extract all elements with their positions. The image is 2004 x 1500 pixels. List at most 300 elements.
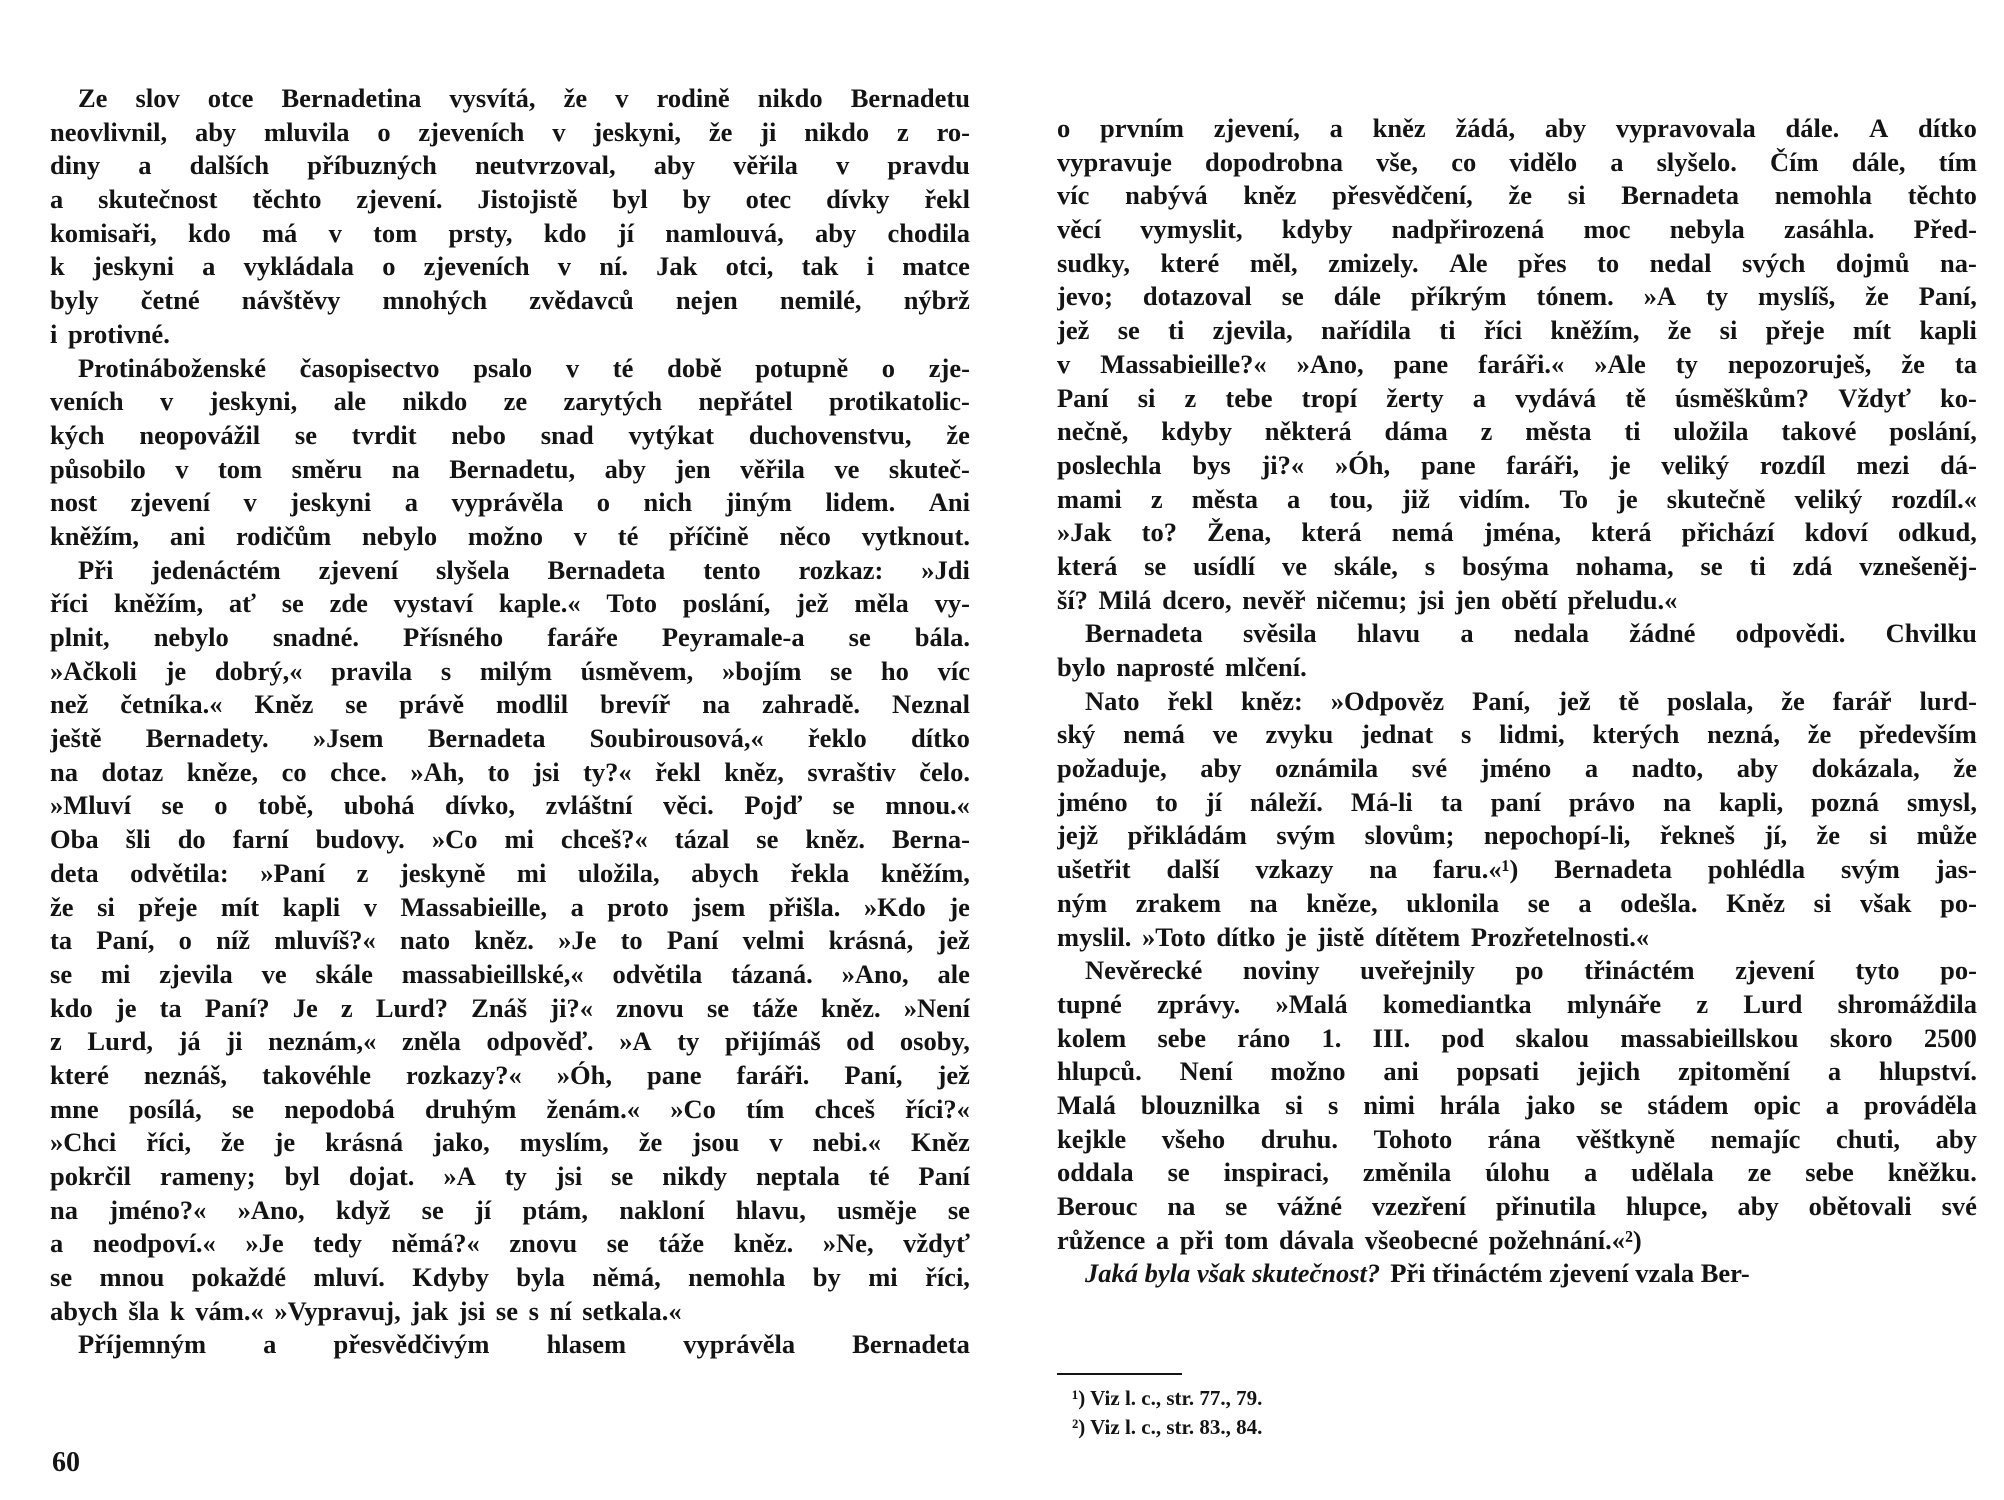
word: dopodrobna bbox=[1204, 146, 1343, 177]
text-line bbox=[1057, 213, 1977, 247]
word: Nato bbox=[1085, 685, 1140, 716]
word: veliký bbox=[1661, 449, 1730, 480]
word: mnou.« bbox=[885, 790, 970, 821]
word: »Ale bbox=[1594, 348, 1646, 379]
word: ve bbox=[261, 958, 287, 989]
word: nabývá bbox=[1125, 180, 1208, 211]
word: matce bbox=[902, 251, 970, 282]
word: je bbox=[165, 655, 187, 686]
word: zjevení bbox=[1735, 955, 1815, 986]
word: aby bbox=[1736, 753, 1778, 784]
word: A bbox=[1869, 113, 1889, 143]
word: se bbox=[50, 1262, 73, 1293]
word: jeskyni, bbox=[209, 386, 298, 417]
word: na bbox=[1369, 854, 1398, 885]
word: a bbox=[1460, 618, 1474, 649]
word: »Óh, bbox=[1334, 449, 1391, 480]
word: snad bbox=[540, 419, 594, 450]
word: Při bbox=[78, 554, 114, 585]
word: osoby, bbox=[899, 1026, 970, 1057]
word: v bbox=[836, 150, 850, 181]
word: věci. bbox=[663, 790, 714, 821]
word: úlohu bbox=[1485, 1157, 1551, 1188]
word: ji?« bbox=[1261, 449, 1305, 480]
word: třináctém bbox=[1584, 955, 1695, 986]
word: nemajíc bbox=[1710, 1123, 1801, 1154]
word: odešla. bbox=[1620, 887, 1698, 918]
word: rozkazy?« bbox=[406, 1059, 522, 1090]
word: Neznal bbox=[891, 689, 970, 720]
word: vykládala bbox=[243, 251, 355, 282]
word: v bbox=[615, 83, 629, 113]
word: říci, bbox=[925, 1262, 970, 1293]
word: žerty bbox=[1386, 382, 1444, 413]
word: z bbox=[50, 1026, 62, 1057]
text-line bbox=[1057, 1055, 1977, 1089]
word: že bbox=[563, 83, 588, 113]
word: ani bbox=[169, 520, 206, 551]
word: zjevení, bbox=[1213, 113, 1300, 143]
word: kolem bbox=[1057, 1022, 1127, 1053]
word: by bbox=[682, 184, 711, 215]
word: »Je bbox=[245, 1228, 284, 1259]
word: ta bbox=[159, 992, 182, 1023]
word: nich bbox=[643, 487, 693, 518]
text-line bbox=[1057, 617, 1977, 651]
word: »Paní bbox=[260, 857, 326, 888]
word: ptám, bbox=[522, 1194, 588, 1225]
word: četné bbox=[140, 285, 200, 316]
word: se bbox=[1117, 315, 1140, 346]
word: Lurd, bbox=[87, 1026, 153, 1057]
word: jeskyně bbox=[399, 857, 486, 888]
word: potupně bbox=[755, 352, 849, 383]
word: aby bbox=[194, 116, 237, 147]
text-line bbox=[50, 992, 970, 1026]
word: příkrým bbox=[1410, 281, 1507, 312]
word: hlupců. bbox=[1057, 1056, 1142, 1087]
word: Protináboženské bbox=[78, 352, 266, 383]
word: tónem. bbox=[1536, 281, 1614, 312]
word: tom bbox=[373, 217, 418, 248]
word: zde bbox=[329, 588, 368, 619]
word: jejich bbox=[1577, 1056, 1641, 1087]
word: kdoví bbox=[1804, 517, 1868, 548]
word: ještě bbox=[50, 723, 102, 754]
word: dobrý,« bbox=[214, 655, 303, 686]
word: hlasem bbox=[546, 1329, 627, 1360]
word: posílá, bbox=[128, 1093, 202, 1124]
word: že bbox=[638, 1127, 663, 1158]
word: svěsila bbox=[1242, 618, 1317, 649]
word: o bbox=[1057, 113, 1071, 143]
word: němá, bbox=[592, 1262, 661, 1293]
word: a bbox=[1584, 753, 1599, 784]
word: sebe bbox=[1805, 1157, 1854, 1188]
word: šli bbox=[125, 824, 151, 855]
word: kněz bbox=[1243, 180, 1297, 211]
word: lidem. bbox=[825, 487, 896, 518]
word: těchto bbox=[1907, 180, 1977, 211]
word: a bbox=[1610, 146, 1624, 177]
word: kapli, bbox=[1719, 786, 1784, 817]
text-line bbox=[1057, 483, 1977, 517]
word: »Ano, bbox=[237, 1194, 305, 1225]
word: dívko, bbox=[445, 790, 516, 821]
word: lurd- bbox=[1919, 685, 1977, 716]
word: řekla bbox=[790, 857, 850, 888]
word: příčině bbox=[669, 520, 749, 551]
word: Nevěrecké bbox=[1085, 955, 1203, 986]
text-line bbox=[50, 385, 970, 419]
word: úsměškům? bbox=[1675, 382, 1810, 413]
word: sudky, bbox=[1057, 247, 1130, 278]
word: se bbox=[706, 992, 730, 1023]
word: Soubirousová,« bbox=[589, 723, 764, 754]
word: Vždyť bbox=[1838, 382, 1911, 413]
word: možno bbox=[1270, 1056, 1346, 1087]
word: Chvilku bbox=[1885, 618, 1977, 649]
word: době bbox=[667, 352, 722, 383]
word: aby bbox=[1544, 113, 1587, 143]
word: ným bbox=[1057, 887, 1108, 918]
word: nýbrž bbox=[903, 285, 970, 316]
word: nikdy bbox=[662, 1161, 728, 1191]
word: jež bbox=[937, 1059, 970, 1090]
text-line bbox=[50, 1295, 970, 1329]
word: takové bbox=[1781, 416, 1857, 447]
word: tě bbox=[1625, 382, 1646, 413]
word: že bbox=[946, 419, 970, 450]
word: »Mluví bbox=[50, 790, 131, 821]
word: chuti, bbox=[1836, 1123, 1901, 1154]
word: odvětila: bbox=[130, 857, 229, 888]
word: farní bbox=[232, 824, 289, 855]
word: a bbox=[50, 1228, 64, 1259]
word: města bbox=[1525, 416, 1592, 447]
word: ti bbox=[1168, 315, 1185, 346]
text-line bbox=[50, 82, 970, 116]
text-line bbox=[50, 621, 970, 655]
word: pozná bbox=[1811, 786, 1880, 817]
word: která bbox=[1057, 550, 1118, 581]
word: že bbox=[1508, 180, 1533, 211]
word: že bbox=[1953, 753, 1977, 784]
word: nemohla bbox=[688, 1262, 786, 1293]
word: proto bbox=[607, 891, 669, 922]
word: vytknout. bbox=[861, 520, 970, 551]
word: Paní, bbox=[1472, 685, 1531, 716]
text-line bbox=[1057, 348, 1977, 382]
word: působilo bbox=[50, 453, 146, 484]
word: tupné bbox=[1057, 988, 1122, 1019]
word: otci, bbox=[725, 251, 774, 282]
word: se bbox=[1527, 887, 1550, 918]
word: pohlédla bbox=[1707, 854, 1806, 885]
text-line bbox=[1057, 1089, 1977, 1123]
word: neptala bbox=[755, 1161, 840, 1191]
word: zvyku bbox=[1265, 719, 1334, 750]
text-line bbox=[1057, 146, 1977, 180]
word: ty bbox=[504, 1161, 527, 1191]
word: kněz: bbox=[1241, 685, 1303, 716]
word: řekl bbox=[924, 184, 970, 215]
word: nebi.« bbox=[812, 1127, 882, 1158]
word: je bbox=[949, 891, 970, 922]
word: a bbox=[1287, 483, 1301, 514]
word: které bbox=[1160, 247, 1220, 278]
text-line bbox=[50, 891, 970, 925]
word: jí bbox=[1205, 786, 1222, 817]
word: budovy. bbox=[315, 824, 405, 855]
word: dá- bbox=[1940, 449, 1977, 480]
text-line bbox=[50, 958, 970, 992]
word: vy- bbox=[934, 588, 970, 619]
word: po- bbox=[1940, 887, 1977, 918]
footnote-text: Viz l. c., str. 77., 79. bbox=[1090, 1386, 1263, 1410]
word: Malá bbox=[1057, 1089, 1116, 1120]
word: Kněz bbox=[910, 1127, 970, 1158]
word: jí, bbox=[1764, 820, 1788, 851]
word: ji?« bbox=[550, 992, 593, 1023]
word: byly bbox=[50, 285, 99, 316]
word: bála. bbox=[914, 622, 970, 652]
word: ale bbox=[937, 958, 970, 989]
line-text: abych šla k vám.« »Vypravuj, jak jsi se s ní setkala.« bbox=[50, 1295, 682, 1326]
word: tím bbox=[1938, 146, 1977, 177]
word: kněz. bbox=[805, 824, 865, 855]
word: dále, bbox=[1851, 146, 1906, 177]
word: prsty, bbox=[448, 217, 513, 248]
word: že bbox=[221, 1127, 245, 1158]
word: kněze, bbox=[1306, 887, 1378, 918]
word: Lurd bbox=[1743, 988, 1803, 1019]
word: ní. bbox=[599, 251, 628, 282]
word: táže bbox=[658, 1228, 704, 1259]
text-line bbox=[1057, 954, 1977, 988]
word: nebylo bbox=[361, 520, 438, 551]
word: vysvítá, bbox=[449, 83, 536, 113]
word: ve bbox=[1212, 719, 1238, 750]
word: Bernadeta bbox=[1085, 618, 1203, 649]
word: v bbox=[328, 217, 342, 248]
word: faráři.« bbox=[1478, 348, 1565, 379]
word: krásná, bbox=[828, 925, 914, 956]
word: přes bbox=[1517, 247, 1567, 278]
word: zmizely. bbox=[1328, 247, 1419, 278]
text-line bbox=[1057, 415, 1977, 449]
word: ti bbox=[1749, 550, 1766, 581]
word: »Není bbox=[903, 992, 970, 1023]
word: skutečnost bbox=[98, 184, 218, 215]
text-line bbox=[1057, 1022, 1977, 1056]
word: »Ah, bbox=[410, 756, 465, 787]
word: Bernadeta bbox=[852, 1329, 970, 1360]
word: náleží. bbox=[1249, 786, 1323, 817]
word: něco bbox=[779, 520, 831, 551]
word: po bbox=[1515, 955, 1544, 986]
word: zpitomění bbox=[1678, 1056, 1791, 1087]
word: oznámila bbox=[1275, 753, 1379, 784]
word: je bbox=[115, 992, 137, 1023]
word: dojmů bbox=[1835, 247, 1910, 278]
word: vznešeněj- bbox=[1859, 550, 1977, 581]
text-line bbox=[50, 587, 970, 621]
word: mi bbox=[100, 958, 131, 989]
word: lidmi, bbox=[1499, 719, 1565, 750]
word: shromáždila bbox=[1837, 988, 1977, 1019]
word: noviny bbox=[1242, 955, 1320, 986]
word: Přísného bbox=[403, 622, 504, 652]
word: dalších bbox=[189, 150, 270, 181]
word: že bbox=[1901, 348, 1925, 379]
word: dáma bbox=[1384, 416, 1448, 447]
word: ta bbox=[1440, 786, 1463, 817]
word: Berna- bbox=[891, 824, 970, 855]
text-line bbox=[50, 823, 970, 857]
word: o bbox=[377, 116, 391, 147]
word: v bbox=[557, 251, 572, 282]
text-line bbox=[1057, 179, 1977, 213]
word: která bbox=[1591, 517, 1652, 548]
word: nadto, bbox=[1631, 753, 1704, 784]
word: říci, bbox=[146, 1127, 192, 1158]
word: se bbox=[1281, 281, 1304, 312]
word: neodpoví.« bbox=[92, 1228, 216, 1259]
word: která bbox=[1301, 517, 1362, 548]
word: kněz bbox=[1372, 113, 1426, 143]
text-line bbox=[1057, 112, 1977, 146]
word: si bbox=[1567, 180, 1586, 211]
word: ro- bbox=[936, 116, 970, 147]
word: Bernadetu bbox=[850, 83, 970, 113]
word: jež bbox=[1057, 315, 1090, 346]
word: z bbox=[340, 992, 353, 1023]
word: velmi bbox=[742, 925, 805, 956]
word: zjevení bbox=[130, 487, 211, 518]
line-text: myslil. »Toto dítko je jistě dítětem Prozřetelnosti.« bbox=[1057, 921, 1650, 952]
word: rozdíl.« bbox=[1891, 483, 1977, 514]
word: zjevila, bbox=[1212, 315, 1293, 346]
word: 2500 bbox=[1923, 1022, 1977, 1053]
text-line bbox=[50, 722, 970, 756]
word: Toto bbox=[606, 588, 657, 619]
text-line bbox=[50, 419, 970, 453]
word: Jistojistě bbox=[477, 184, 578, 215]
word: že bbox=[50, 891, 74, 922]
word: Jak bbox=[656, 251, 698, 282]
text-line bbox=[1057, 921, 1977, 955]
word: se bbox=[947, 1194, 970, 1225]
word: které bbox=[50, 1059, 109, 1090]
word: tak bbox=[801, 251, 839, 282]
line-text: i protivné. bbox=[50, 318, 170, 349]
word: se bbox=[1700, 550, 1723, 581]
footnote-marker: ²) bbox=[1072, 1415, 1086, 1439]
word: žádné bbox=[1629, 618, 1696, 649]
word: své bbox=[1941, 1191, 1977, 1221]
word: »Kdo bbox=[863, 891, 926, 922]
word: jeskyni, bbox=[593, 116, 681, 147]
word: pravila bbox=[331, 655, 413, 686]
word: kapli bbox=[1919, 315, 1977, 346]
word: mluvíš?« bbox=[274, 925, 376, 956]
word: směru bbox=[291, 453, 363, 484]
word: některá bbox=[1264, 416, 1352, 447]
footnote-text: Viz l. c., str. 83., 84. bbox=[1090, 1415, 1263, 1439]
word: poslala, bbox=[1667, 685, 1754, 716]
text-line bbox=[1057, 752, 1977, 786]
word: zje- bbox=[928, 352, 970, 383]
text-line bbox=[1057, 988, 1977, 1022]
text-line bbox=[50, 520, 970, 554]
word: přeje bbox=[1765, 315, 1825, 346]
word: slov bbox=[135, 83, 180, 113]
word: by bbox=[812, 1262, 841, 1293]
text-line bbox=[50, 1227, 970, 1261]
word: skalou bbox=[1515, 1022, 1590, 1053]
word: jsem bbox=[692, 891, 746, 922]
word: zjevila bbox=[159, 958, 233, 989]
word: neopovážil bbox=[139, 419, 261, 450]
word: se bbox=[830, 655, 853, 686]
word: moc bbox=[1583, 214, 1631, 245]
word: Paní bbox=[666, 925, 719, 956]
word: vydává bbox=[1515, 382, 1597, 413]
word: uveřejnily bbox=[1360, 955, 1475, 986]
word: Tohoto bbox=[1373, 1123, 1453, 1154]
word: »Je bbox=[558, 925, 597, 956]
word: pravdu bbox=[887, 150, 970, 181]
word: Bernadetina bbox=[281, 83, 422, 113]
left-text-column bbox=[50, 82, 970, 1362]
word: přijímáš bbox=[724, 1026, 821, 1057]
word: nemá bbox=[1123, 719, 1185, 750]
text-line bbox=[50, 756, 970, 790]
word: jas- bbox=[1935, 854, 1977, 885]
word: Massabieille?« bbox=[1100, 348, 1267, 379]
word: aby bbox=[604, 453, 646, 484]
text-line bbox=[50, 1160, 970, 1194]
word: Paní, bbox=[96, 925, 155, 956]
word: dokázala, bbox=[1811, 753, 1920, 784]
word: hlupce, bbox=[1625, 1191, 1708, 1221]
word: řekl bbox=[655, 756, 701, 787]
word: může bbox=[1916, 820, 1977, 851]
word: Berouc bbox=[1057, 1191, 1138, 1221]
word: vše, bbox=[1376, 146, 1419, 177]
text-line bbox=[50, 149, 970, 183]
word: dojat. bbox=[348, 1161, 415, 1191]
word: dotaz bbox=[101, 756, 164, 787]
word: že bbox=[708, 116, 733, 147]
word: to bbox=[1155, 786, 1178, 817]
text-line bbox=[1057, 584, 1977, 618]
word: diny bbox=[50, 150, 101, 181]
word: jako bbox=[1525, 1089, 1576, 1120]
word: komisaři, bbox=[50, 217, 157, 248]
word: zněla bbox=[401, 1026, 461, 1057]
footnotes bbox=[1072, 1384, 1262, 1442]
word: nepochopí-li, bbox=[1483, 820, 1631, 851]
word: jména, bbox=[1483, 517, 1562, 548]
word: a bbox=[138, 150, 152, 181]
word: »A bbox=[619, 1026, 652, 1057]
word: ušetřit bbox=[1057, 854, 1131, 885]
word: namlouvá, bbox=[665, 217, 784, 248]
word: Oba bbox=[50, 824, 99, 855]
word: kněz. bbox=[474, 925, 534, 956]
